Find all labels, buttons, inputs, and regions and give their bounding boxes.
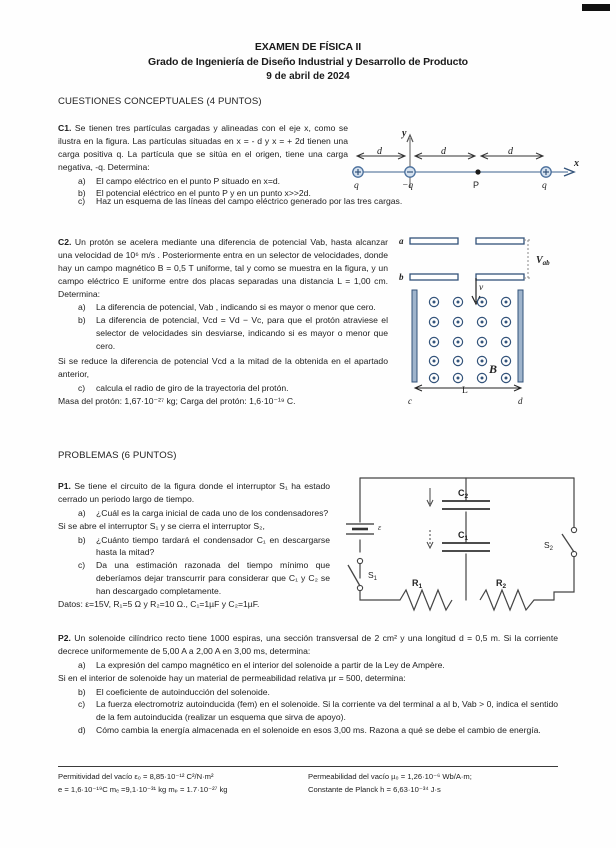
c1-item-b-label: b): [78, 188, 86, 199]
exam-degree: Grado de Ingeniería de Diseño Industrial y Desarrollo de Producto: [148, 56, 468, 69]
p1-item-c-label: c): [78, 560, 86, 571]
question-c1-item-c: [78, 195, 548, 208]
p1-label: P1.: [58, 481, 71, 491]
switch2-pivot-upper: [571, 527, 576, 532]
p2-middle-text: Si en el interior de solenoide hay un material de permeabilidad relativa µr = 500, determina:: [58, 672, 406, 683]
list-item: [78, 698, 558, 724]
point-p-label: P: [473, 180, 480, 190]
resistor-r2-label: $R_2$: [496, 578, 507, 590]
c2-item-list-continued: [58, 382, 388, 395]
battery-symbol: [346, 524, 374, 534]
x-axis-label: x: [574, 158, 579, 169]
c1-item-c-label: c): [78, 196, 86, 206]
list-item: [78, 507, 330, 520]
plate-a-right: [476, 238, 524, 244]
gap-label-2: d: [441, 146, 446, 157]
switch1-blade: [348, 565, 360, 586]
list-item: [78, 175, 348, 188]
p2-item-list-continued: [58, 686, 558, 738]
velocity-label: v: [479, 283, 484, 293]
resistor-r1-symbol: [400, 590, 452, 610]
switch2-blade: [562, 534, 574, 552]
scan-artifact-mark: [582, 4, 610, 11]
c2-middle-text: Si se reduce la diferencia de potencial Vcd a la mitad de la obtenida en el apartado anterior,: [58, 356, 388, 379]
magnetic-field-dot-grid: [429, 297, 510, 382]
list-item: [78, 724, 558, 737]
p1-item-c-text: Da una estimación razonada del tiempo mínimo que deberíamos dejar transcurrir para considerar que C₁ y C₂ se han descargado completamente.: [96, 560, 330, 597]
vab-bracket: [524, 240, 532, 278]
plate-b-label: b: [399, 272, 404, 282]
list-item: [78, 314, 388, 353]
list-item: [78, 301, 388, 314]
length-dimension-arrow: [415, 385, 521, 391]
switch2-pivot-lower: [571, 551, 576, 556]
plate-a-label: a: [399, 236, 404, 246]
exam-title: EXAMEN DE FÍSICA II: [254, 41, 362, 53]
list-item: [78, 686, 558, 699]
p2-item-d-text: Cómo cambia la energía almacenada en el solenoide en esos 3,00 ms. Razona a qué se debe el cambio de energía.: [96, 725, 541, 736]
c2-label: C2.: [58, 237, 72, 247]
corner-d-label: d: [518, 396, 523, 406]
corner-c-label: c: [408, 396, 412, 406]
question-p2: [58, 632, 558, 737]
plate-a-left: [410, 238, 458, 244]
c2-item-a-text: La diferencia de potencial, Vab , indicando si es mayor o menor que cero.: [96, 302, 376, 313]
c1-body-paragraph: [58, 122, 348, 174]
p2-item-b-label: b): [78, 686, 86, 697]
charge-label-right: q: [542, 181, 547, 191]
list-item: [78, 559, 330, 598]
p1-item-b-label: b): [78, 534, 86, 545]
c2-body-text: Un protón se acelera mediante una diferencia de potencial Vab, hasta alcanzar una velocidad de 10⁶ m/s . Posteriormente entra en un selector de velocidades, donde hay un campo magnético B = 0,5 T uniforme, tal y como se muestra en la figura, y un campo eléctrico E uniforme entre dos placas separadas una distancia L = 1,00 cm. Determina:: [58, 237, 388, 299]
charge-label-center: −q: [402, 181, 414, 191]
figure-c2-velocity-selector: [396, 230, 586, 410]
c2-item-c-label: c): [78, 382, 86, 393]
switch1-pivot-lower: [357, 585, 362, 590]
switch1-label: $S_1$: [368, 570, 378, 582]
p2-item-a-label: a): [78, 659, 86, 670]
c2-item-a-label: a): [78, 302, 86, 313]
current-arrow-upper: [427, 488, 433, 506]
document-header: [0, 40, 616, 85]
p1-item-a-label: a): [78, 507, 86, 518]
circuit-bottom-left-wire: [360, 590, 400, 600]
question-c1: [58, 122, 348, 200]
c2-data-line: Masa del protón: 1,67·10⁻²⁷ kg; Carga del protón: 1,6·10⁻¹⁹ C.: [58, 395, 296, 406]
list-item: [78, 382, 388, 395]
p1-body-paragraph: [58, 480, 330, 506]
constant-permeability: Permeabilidad del vacío µ₀ = 1,26·10⁻⁶ Wb/A·m;: [308, 772, 472, 781]
capacitor-c1-label: $C_1$: [458, 530, 469, 542]
footer-constants-right: [308, 770, 568, 797]
p1-data-line: Datos: ε=15V, R₁=5 Ω y R₂=10 Ω., C₁=1µF y C₂=1µF.: [58, 599, 260, 610]
c2-body-paragraph: [58, 236, 388, 300]
resistor-r2-symbol: [480, 590, 534, 610]
gap-label-3: d: [508, 146, 513, 157]
p1-circuit-svg: [338, 466, 600, 616]
p2-body-paragraph: [58, 632, 558, 658]
p1-body-text: Se tiene el circuito de la figura donde el interruptor S₁ ha estado cerrado un periodo largo de tiempo.: [58, 481, 331, 504]
c1-body-text: Se tienen tres partículas cargadas y alineadas con el eje x, como se ilustra en la figura. Las partículas situadas en x = - d y x = + 2d tienen una carga positiva q. La partícula que se sitúa en el origen, tiene una carga negativa, -q. Determina:: [58, 123, 348, 172]
selector-wall-left: [412, 290, 417, 382]
gap-label-1: d: [377, 146, 382, 157]
list-item: [78, 195, 548, 208]
section-title-problems: PROBLEMAS (6 PUNTOS): [58, 450, 177, 461]
p2-item-c-label: c): [78, 699, 86, 710]
p1-middle-text: Si se abre el interruptor S₁ y se cierra el interruptor S₂,: [58, 520, 265, 531]
circuit-right-lower-wire: [554, 552, 574, 600]
c1-figure-svg: [352, 126, 602, 194]
capacitor-c1-symbol: [442, 543, 490, 551]
p2-label: P2.: [58, 633, 71, 643]
plate-b-left: [410, 274, 458, 280]
plate-b-right: [476, 274, 524, 280]
figure-p1-circuit: [338, 466, 600, 616]
p2-item-c-text: La fuerza electromotriz autoinducida (fem) en el solenoide. Si la corriente va del terminal a al b, Vab > 0, indica el sentido de la fem autoinducida (realizar un esquema que sirva de apoyo).: [96, 699, 558, 723]
p1-item-list-continued: [58, 534, 330, 598]
point-p-marker: [475, 169, 480, 174]
c2-item-list: [58, 301, 388, 353]
c2-item-b-text: La diferencia de potencial, Vcd = Vd − Vc, para que el protón atraviese el selector de velocidades sin desviarse, indicando si es mayor o menor que cero.: [96, 315, 388, 352]
p1-item-list: [58, 507, 330, 520]
figure-c1-three-charges: [352, 126, 602, 194]
question-c2: [58, 236, 388, 408]
selector-wall-right: [518, 290, 523, 382]
exam-date: 9 de abril de 2024: [266, 71, 350, 83]
c2-figure-svg: [396, 230, 586, 410]
vab-label: $V_{ab}$: [536, 255, 550, 267]
section-title-conceptual: CUESTIONES CONCEPTUALES (4 PUNTOS): [58, 96, 262, 107]
length-label: L: [462, 386, 468, 396]
p2-item-a-text: La expresión del campo magnético en el interior del solenoide a partir de la Ley de Ampère.: [96, 659, 445, 670]
footer-divider: [58, 766, 558, 767]
list-item: [78, 534, 330, 560]
c1-item-b-text: El potencial eléctrico en el punto P y en un punto x>>2d.: [96, 188, 311, 199]
list-item: [78, 659, 558, 672]
constant-planck: Constante de Planck h = 6,63·10⁻³⁴ J·s: [308, 785, 441, 795]
constant-permittivity: Permitividad del vacío ε₀ = 8,85·10⁻¹² C²/N·m²: [58, 772, 214, 781]
switch1-pivot-upper: [357, 558, 362, 563]
footer-constants-left: [58, 770, 308, 797]
capacitor-c2-label: $C_2$: [458, 488, 469, 500]
y-axis-label: y: [402, 128, 407, 139]
question-p1: [58, 480, 330, 611]
p1-item-a-text: ¿Cuál es la carga inicial de cada uno de los condensadores?: [96, 507, 329, 518]
c1-item-a-text: El campo eléctrico en el punto P situado en x=d.: [96, 175, 281, 186]
resistor-r1-label: $R_1$: [412, 578, 423, 590]
c1-item-a-label: a): [78, 175, 86, 186]
c2-item-c-text: calcula el radio de giro de la trayectoria del protón.: [96, 382, 289, 393]
p2-body-text: Un solenoide cilíndrico recto tiene 1000 espiras, una sección transversal de 2 cm² y una longitud d = 0,5 m. Si la corriente decrece uniformemente de 5,00 A a 2,00 A en 3,00 ms, determina:: [58, 633, 558, 656]
switch2-label: $S_2$: [544, 540, 554, 552]
p1-item-b-text: ¿Cuánto tiempo tardará el condensador C₁ en descargarse hasta la mitad?: [96, 534, 330, 558]
current-arrow-lower: [427, 530, 433, 548]
distance-arrows: [357, 153, 543, 159]
capacitor-c2-symbol: [442, 501, 490, 509]
c2-item-b-label: b): [78, 315, 86, 326]
magnetic-field-label: B: [489, 362, 498, 376]
battery-label: ε: [378, 523, 382, 532]
c1-label: C1.: [58, 123, 72, 133]
p2-item-list: [58, 659, 558, 672]
p2-item-d-label: d): [78, 725, 86, 736]
p2-item-b-text: El coeficiente de autoinducción del solenoide.: [96, 686, 270, 697]
charge-label-left: q: [354, 181, 359, 191]
c1-item-list-continued: [78, 195, 548, 208]
constant-charges-masses: e = 1,6·10⁻¹⁹C mₑ =9,1·10⁻³¹ kg mₚ = 1.7·10⁻²⁷ kg: [58, 785, 228, 795]
c1-item-c-text: Haz un esquema de las líneas del campo eléctrico generado por las tres cargas.: [96, 196, 403, 206]
